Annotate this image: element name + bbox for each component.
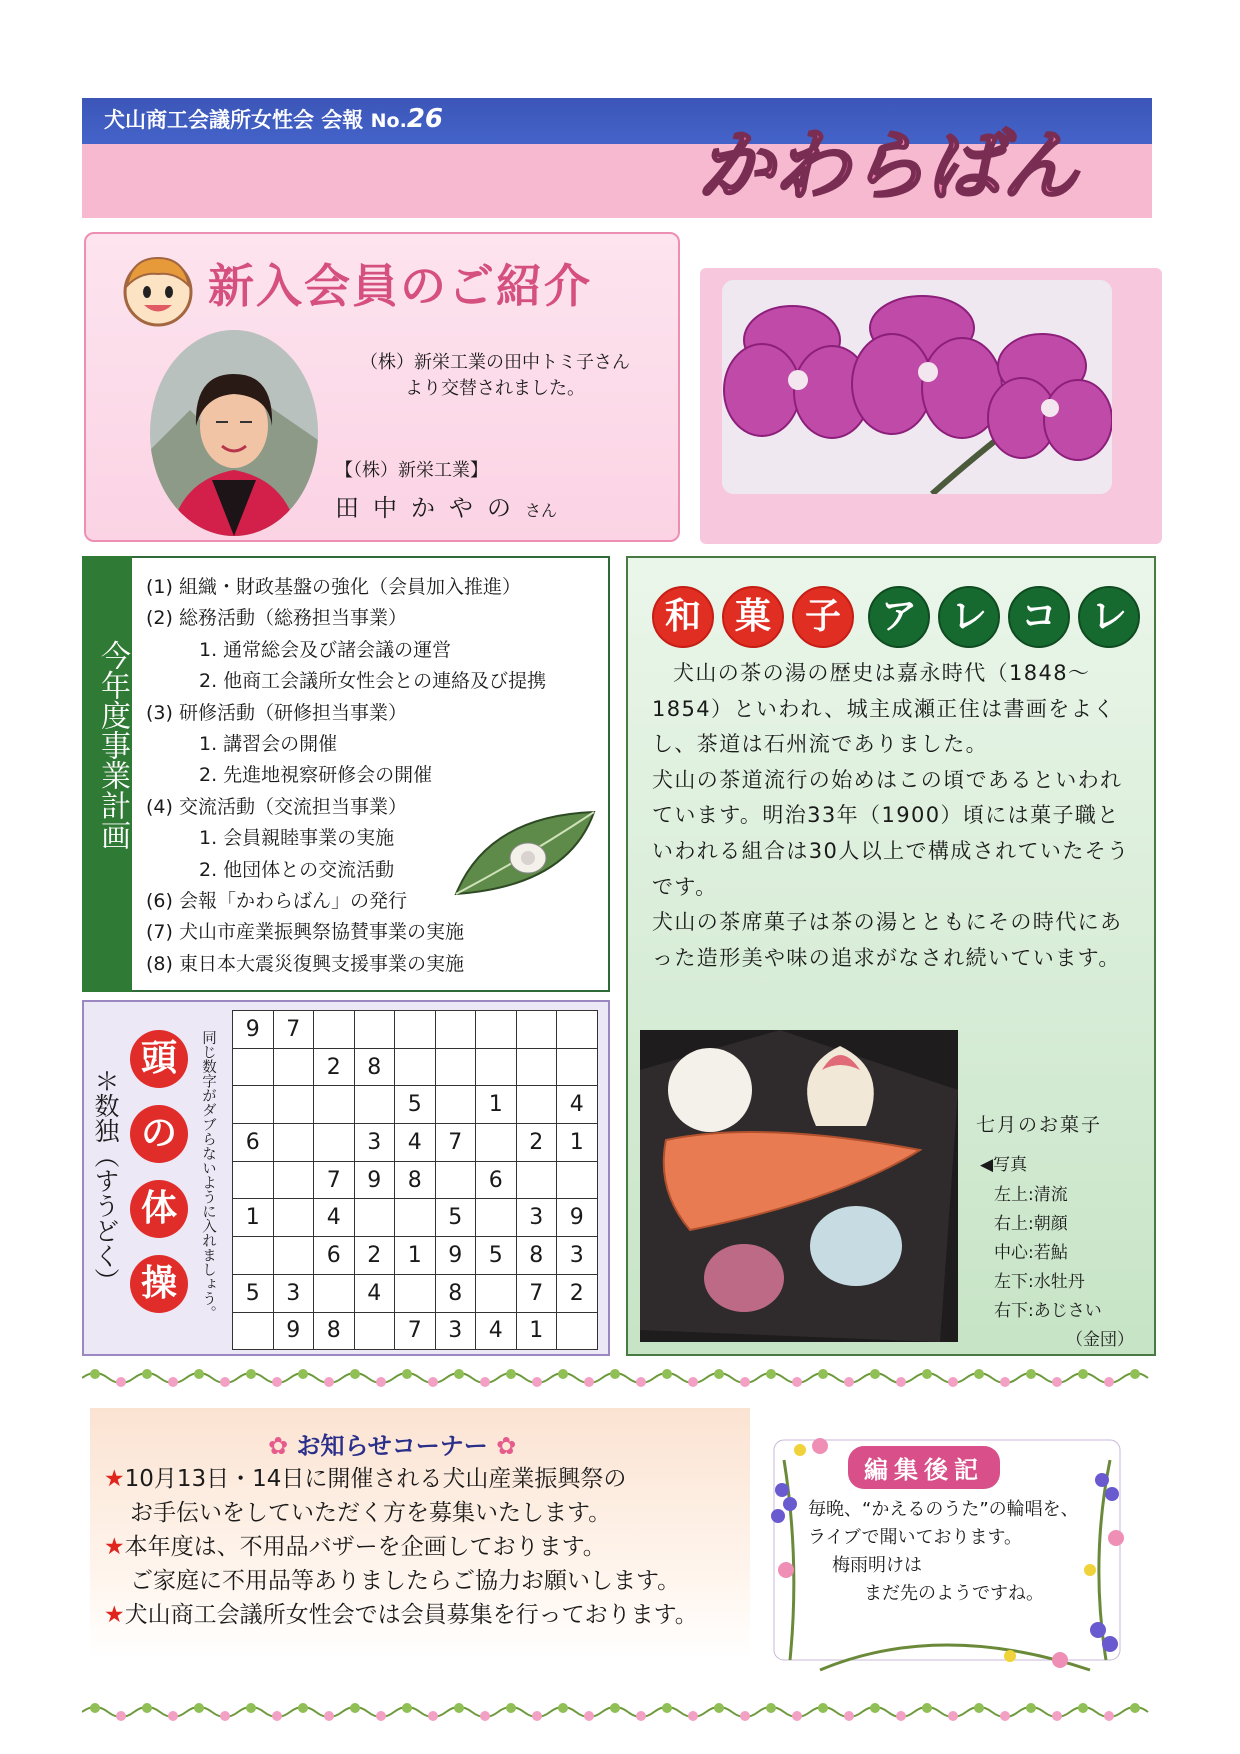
vine-bud [662,1369,672,1379]
vine-bud [948,1377,958,1387]
star-icon: ★ [104,1466,125,1492]
vine-bud [896,1377,906,1387]
sudoku-cell: 8 [354,1048,395,1086]
sudoku-cell: 7 [395,1312,436,1350]
sudoku-cell [476,1274,517,1312]
notice-line [130,1494,611,1527]
notice-line-text: 犬山商工会議所女性会では会員募集を行っております。 [124,1602,698,1628]
vine-bud [740,1711,750,1721]
sudoku-cell: 7 [314,1161,355,1199]
sudoku-cell: 3 [273,1274,314,1312]
logo-text: かわらばん [698,121,1078,210]
sudoku-cell: 9 [354,1161,395,1199]
vine-bud [298,1703,308,1713]
sudoku-cell [395,1011,436,1049]
sakuramochi-leaf-icon [448,806,598,906]
replacement-note [330,350,660,402]
vine-bud [922,1369,932,1379]
plan-item: 1. 会員親睦事業の実施 [199,827,395,850]
issue-number: 26 [406,104,443,134]
sudoku-cell [273,1048,314,1086]
sudoku-cell [476,1199,517,1237]
notice-title-text: お知らせコーナー [296,1432,488,1460]
vine-bud [714,1703,724,1713]
notice-line-text: 10月13日・14日に開催される犬山産業振興祭の [124,1466,627,1492]
vine-bud [688,1377,698,1387]
vine-bud [584,1377,594,1387]
sudoku-cell: 1 [476,1086,517,1124]
vine-bud [506,1369,516,1379]
sudoku-cell [314,1086,355,1124]
vine-bud [350,1369,360,1379]
photo-caption-item: 右上:朝顔 [994,1214,1068,1234]
wagashi-title-char: 菓 [722,586,784,648]
sudoku-cell: 9 [557,1199,598,1237]
sudoku-cell [435,1048,476,1086]
plan-item: (3) 研修活動（研修担当事業） [146,701,407,724]
notice-line [104,1460,626,1493]
vine-bud [480,1377,490,1387]
sudoku-cell: 2 [314,1048,355,1086]
kawaraban-logo [692,108,1112,218]
notice-line [130,1562,680,1595]
sudoku-cell [233,1237,274,1275]
vine-bud [220,1377,230,1387]
vine-bud [610,1369,620,1379]
vine-bud [1026,1703,1036,1713]
editor-note-line: ライブで聞いております。 [808,1527,1023,1548]
vine-bud [558,1703,568,1713]
sudoku-cell [476,1124,517,1162]
vine-bud [402,1369,412,1379]
sudoku-cell [354,1011,395,1049]
plan-item: 1. 通常総会及び諸会議の運営 [199,638,452,661]
sudoku-row [233,1161,598,1199]
sudoku-cell: 8 [314,1312,355,1350]
sudoku-cell: 4 [395,1124,436,1162]
sudoku-cell: 9 [233,1011,274,1049]
sudoku-cell: 6 [314,1237,355,1275]
plan-item: (4) 交流活動（交流担当事業） [146,795,407,818]
plan-item: (8) 東日本大震災復興支援事業の実施 [146,952,464,975]
vine-bud [844,1711,854,1721]
vine-bud [168,1711,178,1721]
vine-bud [662,1703,672,1713]
sudoku-cell: 3 [557,1237,598,1275]
vine-bud [1130,1369,1140,1379]
sudoku-instruction: 同じ数字がダブらないように入れましょう。 [200,1030,216,1320]
sudoku-cell [354,1199,395,1237]
vine-bud [766,1703,776,1713]
vine-bud [818,1703,828,1713]
sudoku-cell [557,1161,598,1199]
notice-line-text: 本年度は、不用品バザーを企画しております。 [124,1534,606,1560]
vine-bud [220,1711,230,1721]
sudoku-cell: 1 [557,1124,598,1162]
replacement-note-line2: より交替されました。 [405,378,585,399]
notice-line [104,1596,698,1629]
vine-bud [350,1703,360,1713]
sudoku-cell: 6 [476,1161,517,1199]
sudoku-cell [435,1161,476,1199]
sudoku-cell: 9 [435,1237,476,1275]
sudoku-row [233,1199,598,1237]
sudoku-cell [233,1086,274,1124]
sudoku-cell [233,1161,274,1199]
vine-bud [402,1703,412,1713]
flower-icon: ✿ [496,1432,517,1460]
notice-line [104,1528,606,1561]
issue-label: No. [370,110,407,132]
vine-bud [194,1369,204,1379]
vine-bud [1000,1711,1010,1721]
photo-caption-item: 左上:清流 [994,1185,1068,1205]
photo-caption-item: 中心:若鮎 [994,1243,1068,1263]
vine-bud [636,1377,646,1387]
member-name-suffix: さん [525,501,558,520]
vine-bud [428,1377,438,1387]
editor-note-line: まだ先のようですね。 [864,1583,1044,1604]
sudoku-cell [395,1048,436,1086]
vine-bud [584,1711,594,1721]
sudoku-row [233,1048,598,1086]
member-portrait-photo [150,330,318,536]
photo-caption-title: 七月のお菓子 [976,1114,1103,1136]
photo-caption-label: ◀写真 [980,1155,1028,1175]
plan-item: 1. 講習会の開催 [199,732,338,755]
sudoku-cell [273,1124,314,1162]
sudoku-cell: 1 [395,1237,436,1275]
vine-bud [480,1711,490,1721]
sudoku-cell [314,1274,355,1312]
wagashi-title-kana: レ [1078,586,1140,648]
brain-teaser-title [130,1030,188,1330]
sudoku-cell: 5 [395,1086,436,1124]
replacement-note-line1: （株）新栄工業の田中トミ子さん [360,352,630,373]
vine-divider-bottom [82,1700,1152,1724]
vine-bud [1104,1711,1114,1721]
annual-plan-title: 今年度事業計画 [95,640,130,850]
sudoku-cell: 8 [435,1274,476,1312]
new-member-heading: 新入会員のご紹介 [208,259,592,313]
plan-item: 2. 先進地視察研修会の開催 [199,764,433,787]
vine-bud [974,1703,984,1713]
vine-bud [90,1369,100,1379]
star-icon: ★ [104,1602,125,1628]
sudoku-cell [476,1048,517,1086]
plan-item: (1) 組織・財政基盤の強化（会員加入推進） [146,576,521,598]
sudoku-row [233,1124,598,1162]
vine-bud [870,1703,880,1713]
sudoku-cell: 4 [476,1312,517,1350]
sudoku-cell [314,1124,355,1162]
sudoku-cell [314,1011,355,1049]
sudoku-cell: 3 [516,1199,557,1237]
member-name-text: 田中かやの [335,494,525,522]
photo-caption-item: （金団） [1066,1330,1134,1350]
photo-caption-item: 左下:水牡丹 [994,1272,1085,1292]
sudoku-cell [516,1086,557,1124]
vine-bud [610,1703,620,1713]
vine-bud [116,1711,126,1721]
notice-line-text: お手伝いをしていただく方を募集いたします。 [130,1500,612,1526]
vine-bud [870,1369,880,1379]
sudoku-cell [557,1312,598,1350]
editor-note-text [808,1496,1079,1608]
vine-bud [324,1377,334,1387]
vine-bud [636,1711,646,1721]
sudoku-cell [435,1086,476,1124]
vine-bud [168,1377,178,1387]
smiley-face-icon [120,252,196,328]
vine-bud [974,1369,984,1379]
wagashi-title-kana: レ [938,586,1000,648]
vine-bud [792,1711,802,1721]
photo-caption-item: 右下:あじさい [994,1301,1102,1321]
sudoku-cell [557,1048,598,1086]
wagashi-title-char: 和 [652,586,714,648]
vine-bud [272,1711,282,1721]
sudoku-cell [516,1011,557,1049]
star-icon: ★ [104,1534,125,1560]
wagashi-paragraph-3: 犬山の茶席菓子は茶の湯とともにその時代にあった造形美や味の追求がなされ続いています。 [652,910,1123,970]
vine-bud [454,1369,464,1379]
vine-bud [1078,1369,1088,1379]
sudoku-cell: 1 [233,1199,274,1237]
plan-item: (6) 会報「かわらばん」の発行 [146,889,407,912]
sudoku-cell [273,1086,314,1124]
sudoku-cell [273,1161,314,1199]
sudoku-row [233,1274,598,1312]
sudoku-cell: 5 [476,1237,517,1275]
brain-teaser-char: 体 [130,1180,188,1238]
sudoku-cell: 3 [435,1312,476,1350]
vine-bud [1000,1377,1010,1387]
wagashi-title-char: 子 [792,586,854,648]
editor-note-line: 梅雨明けは [832,1555,922,1576]
sudoku-cell: 7 [516,1274,557,1312]
notice-line-text: ご家庭に不用品等ありましたらご協力お願いします。 [130,1568,681,1594]
vine-bud [1078,1703,1088,1713]
vine-bud [792,1377,802,1387]
vine-bud [116,1377,126,1387]
editor-note-line: 毎晩、“かえるのうた”の輪唱を、 [808,1499,1079,1520]
vine-bud [688,1711,698,1721]
vine-bud [532,1711,542,1721]
sudoku-cell: 4 [314,1199,355,1237]
sudoku-cell [395,1199,436,1237]
wagashi-title-kana: コ [1008,586,1070,648]
vine-bud [324,1711,334,1721]
sweets-photo [640,1030,958,1342]
sudoku-cell: 2 [557,1274,598,1312]
sudoku-cell: 2 [354,1237,395,1275]
sudoku-row [233,1237,598,1275]
vine-bud [558,1369,568,1379]
newsletter-org-title [104,104,443,134]
vine-bud [376,1711,386,1721]
sudoku-cell: 2 [516,1124,557,1162]
vine-bud [948,1711,958,1721]
brain-teaser-char: の [130,1105,188,1163]
sudoku-cell [273,1237,314,1275]
vine-bud [1026,1369,1036,1379]
org-name: 犬山商工会議所女性会 会報 [104,108,364,132]
vine-bud [428,1711,438,1721]
sudoku-cell: 9 [273,1312,314,1350]
vine-bud [246,1703,256,1713]
sudoku-row [233,1086,598,1124]
sudoku-cell: 8 [395,1161,436,1199]
vine-bud [272,1377,282,1387]
vine-bud [818,1369,828,1379]
sudoku-cell: 8 [516,1237,557,1275]
vine-bud [740,1377,750,1387]
sudoku-cell [233,1312,274,1350]
sudoku-cell: 5 [435,1199,476,1237]
vine-bud [142,1369,152,1379]
sudoku-cell: 5 [233,1274,274,1312]
vine-bud [454,1703,464,1713]
sudoku-cell [354,1312,395,1350]
annual-plan-list [146,572,546,980]
sudoku-cell [273,1199,314,1237]
wagashi-title [652,586,1148,648]
sudoku-row [233,1312,598,1350]
brain-teaser-char: 操 [130,1255,188,1313]
member-name [335,488,557,523]
sudoku-grid [232,1010,598,1350]
vine-bud [246,1369,256,1379]
vine-bud [194,1703,204,1713]
vine-bud [714,1369,724,1379]
orchid-photo [722,280,1112,494]
plan-item: 2. 他商工会議所女性会との連絡及び提携 [199,670,547,693]
vine-bud [1052,1377,1062,1387]
plan-item: 2. 他団体との交流活動 [199,858,395,881]
wagashi-paragraph-2: 犬山の茶道流行の始めはこの頃であるといわれています。明治33年（1900）頃には菓子職といわれる組合は30人以上で構成されていたそうです。 [652,767,1130,899]
sudoku-cell: 4 [354,1274,395,1312]
sudoku-cell: 4 [557,1086,598,1124]
sudoku-name: ＊数独（すうどく） [91,1068,120,1293]
vine-bud [90,1703,100,1713]
vine-bud [844,1377,854,1387]
plan-item: (7) 犬山市産業振興祭協賛事業の実施 [146,921,464,944]
vine-bud [506,1703,516,1713]
wagashi-paragraph-1: 犬山の茶の湯の歴史は嘉永時代（1848～1854）といわれ、城主成瀬正住は書画をよくし、茶道は石州流でありました。 [652,661,1116,757]
sudoku-cell: 1 [516,1312,557,1350]
brain-teaser-char: 頭 [130,1030,188,1088]
wagashi-article [652,656,1132,976]
sudoku-cell [395,1274,436,1312]
vine-bud [1052,1711,1062,1721]
vine-bud [298,1369,308,1379]
vine-bud [376,1377,386,1387]
sudoku-cell [557,1011,598,1049]
sudoku-row [233,1011,598,1049]
vine-bud [1104,1377,1114,1387]
sudoku-cell: 7 [435,1124,476,1162]
vine-bud [896,1711,906,1721]
vine-bud [922,1703,932,1713]
sudoku-cell [476,1011,517,1049]
editor-note-title: 編集後記 [848,1446,1000,1489]
sudoku-cell [354,1086,395,1124]
sudoku-cell [233,1048,274,1086]
sudoku-cell [435,1011,476,1049]
wagashi-title-kana: ア [868,586,930,648]
vine-bud [532,1377,542,1387]
sudoku-cell: 7 [273,1011,314,1049]
vine-bud [142,1703,152,1713]
member-company: 【（株）新栄工業】 [335,460,488,481]
sudoku-cell: 3 [354,1124,395,1162]
plan-item: (2) 総務活動（総務担当事業） [146,607,407,630]
vine-bud [766,1369,776,1379]
sudoku-cell [516,1048,557,1086]
notice-title [268,1426,516,1461]
vine-divider-top [82,1366,1152,1390]
sudoku-cell [516,1161,557,1199]
flower-icon: ✿ [268,1432,289,1460]
vine-bud [1130,1703,1140,1713]
sudoku-cell: 6 [233,1124,274,1162]
